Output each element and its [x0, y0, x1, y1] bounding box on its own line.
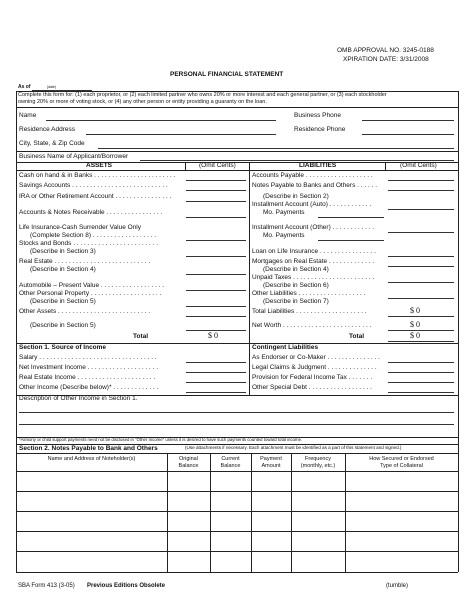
liab-other-liabilities: Other Liabilities . . . . . . . . . . . . . . . . . . .	[252, 290, 366, 297]
net-investment-field[interactable]	[186, 372, 246, 373]
total-liabilities-field[interactable]	[388, 316, 454, 317]
form-id: SBA Form 413 (3-05)	[18, 583, 75, 589]
date-hint: (date)	[47, 85, 57, 89]
s2-column-header	[210, 456, 251, 470]
asset-stocks: Stocks and Bonds . . . . . . . . . . . . . . . . . . . . . . . .	[19, 240, 159, 247]
installment-auto-payment-field[interactable]	[318, 217, 384, 218]
liab-total-value: $ 0	[410, 331, 420, 340]
mortgages-field[interactable]	[388, 266, 454, 267]
s2-column-header-line: (monthly, etc.)	[300, 463, 336, 469]
asset-savings: Savings Accounts . . . . . . . . . . . . . . . . . . . . . . . . . . .	[19, 182, 168, 189]
assets-header: ASSETS	[86, 162, 113, 169]
notes-payable-field[interactable]	[388, 190, 454, 191]
installment-other-field[interactable]	[388, 232, 454, 233]
s2-column-header	[167, 456, 210, 470]
asset-real-estate: Real Estate . . . . . . . . . . . . . . . . . . . . . . . . . . .	[19, 258, 151, 265]
name-field[interactable]	[46, 120, 276, 121]
asset-life-insurance: Life Insurance-Cash Surrender Value Only	[19, 224, 141, 231]
s2-column-header-line: How Secured or Endorsed	[369, 456, 434, 462]
s2-column-header-line: Type of Collateral	[380, 463, 423, 469]
s2-column-header	[291, 456, 345, 470]
asset-real-estate-sub: (Describe in Section 4)	[30, 266, 96, 273]
other-liabilities-field[interactable]	[388, 298, 454, 299]
asset-automobile: Automobile – Present Value . . . . . . . . . . . . . . . . . .	[19, 282, 165, 289]
assets-header-divider	[185, 162, 186, 170]
savings-amount-field[interactable]	[186, 190, 246, 191]
contingent-endorser: As Endorser or Co-Maker . . . . . . . . . . . . . . .	[252, 354, 380, 361]
liab-net-worth: Net Worth . . . . . . . . . . . . . . . . . . . . . . . . .	[252, 322, 372, 329]
notes-receivable-amount-field[interactable]	[186, 217, 246, 218]
name-label: Name	[19, 112, 37, 119]
balance-top-rule	[16, 162, 458, 163]
center-divider	[249, 162, 250, 343]
liab-total-label: Total	[349, 333, 365, 340]
liab-installment-other-sub: Mo. Payments	[263, 232, 305, 239]
s2-column-header-line: Frequency	[305, 456, 331, 462]
liab-mortgages: Mortgages on Real Estate . . . . . . . . . . . . .	[252, 258, 375, 265]
liab-header-divider	[385, 162, 386, 170]
instructions-line-1: Complete this form for: (1) each proprietor, or (2) each limited partner who owns 20% or more interest and each general partner, or (3) each stockholder	[18, 92, 387, 98]
asset-stocks-sub: (Describe in Section 3)	[30, 248, 96, 255]
frame-right	[458, 91, 459, 572]
s2-row-line-3	[16, 531, 458, 532]
life-insurance-amount-field[interactable]	[186, 240, 246, 241]
contingent-other-debt: Other Special Debt . . . . . . . . . . . . . . . . . .	[252, 384, 372, 391]
contingent-legal-claims: Legal Claims & Judgment . . . . . . . . . . . . . .	[252, 364, 377, 371]
omb-approval-number: OMB APPROVAL NO. 3245-0188	[337, 47, 434, 54]
s2-row-line-1	[16, 491, 458, 492]
s2-row-line-4	[16, 551, 458, 552]
other-debt-field[interactable]	[388, 392, 454, 393]
asset-ira: IRA or Other Retirement Account . . . . . . . . . . . . . . . .	[19, 193, 172, 200]
tumble-note: (tumble)	[386, 583, 409, 589]
liab-installment-auto-sub: Mo. Payments	[263, 209, 305, 216]
liab-net-worth-value: $ 0	[410, 320, 420, 329]
balance-header-rule	[16, 170, 458, 171]
identity-rule	[16, 151, 458, 152]
contingent-liabilities-title: Contingent Liabilities	[252, 344, 319, 351]
asset-other-property: Other Personal Property . . . . . . . . . . . . . . . . . . . .	[19, 290, 162, 297]
s2-table-bottom	[16, 572, 458, 573]
cash-amount-field[interactable]	[186, 180, 246, 181]
liab-mortgages-sub: (Describe in Section 4)	[263, 266, 329, 273]
liab-accounts-payable: Accounts Payable . . . . . . . . . . . . . . . . . . .	[252, 172, 373, 179]
s2-column-header-line: Balance	[220, 463, 241, 469]
endorser-field[interactable]	[388, 362, 454, 363]
other-income-field[interactable]	[186, 392, 246, 393]
liabilities-header: LIABILITIES	[299, 162, 337, 169]
s2-column-header	[16, 456, 167, 463]
assets-total-field[interactable]	[186, 330, 246, 331]
s2-column-header-line: Balance	[178, 463, 199, 469]
liab-total-field[interactable]	[388, 341, 454, 342]
accounts-payable-field[interactable]	[388, 180, 454, 181]
automobile-amount-field[interactable]	[186, 290, 246, 291]
other-income-description-label: Description of Other Income in Section 1.	[19, 395, 138, 402]
liab-loan-life: Loan on Life Insurance . . . . . . . . . . . . . . . .	[252, 248, 376, 255]
s2-column-header	[251, 456, 291, 470]
business-phone-field[interactable]	[362, 120, 454, 121]
asset-other-assets: Other Assets . . . . . . . . . . . . . . . . . . . . . . . . . .	[19, 308, 151, 315]
unpaid-taxes-field[interactable]	[388, 282, 454, 283]
liab-notes-payable: Notes Payable to Banks and Others . . . . . .	[252, 182, 378, 189]
expiration-date: XPIRATION DATE: 3/31/2008	[343, 56, 429, 63]
liabilities-omit-cents: (Omit Cents)	[400, 162, 437, 169]
s2-row-line-2	[16, 511, 458, 512]
asset-life-insurance-sub: (Complete Section 8) . . . . . . . . . . . . . . . . . .	[30, 232, 157, 239]
instructions-line-2: owning 20% or more of voting stock, or (4) any other person or entity providing a guaranty on the loan.	[18, 99, 267, 105]
assets-total-label: Total	[133, 333, 149, 340]
section2-attachment-note: (Use attachments if necessary. Each attachment must be identified as a part of this statement and signed.)	[185, 445, 402, 450]
ira-amount-field[interactable]	[186, 201, 246, 202]
installment-other-payment-field[interactable]	[318, 240, 384, 241]
s2-column-header-line: Name and Address of Noteholder(s)	[47, 456, 136, 462]
s2-column-header	[345, 456, 458, 470]
city-state-zip-label: City, State, & Zip Code	[19, 140, 85, 147]
real-estate-amount-field[interactable]	[186, 274, 246, 275]
liab-notes-payable-sub: (Describe in Section 2)	[263, 193, 329, 200]
other-assets-amount-field[interactable]	[186, 316, 246, 317]
liab-unpaid-taxes-sub: (Describe in Section 6)	[263, 282, 329, 289]
federal-tax-field[interactable]	[388, 382, 454, 383]
net-worth-field[interactable]	[388, 330, 454, 331]
liab-total-liabilities-value: $ 0	[410, 306, 420, 315]
liab-unpaid-taxes: Unpaid Taxes . . . . . . . . . . . . . . . . . . . . . . .	[252, 274, 375, 281]
section2-title: Section 2. Notes Payable to Bank and Others	[19, 445, 158, 452]
installment-auto-field[interactable]	[388, 209, 454, 210]
residence-address-field[interactable]	[86, 134, 276, 135]
salary-field[interactable]	[186, 362, 246, 363]
liab-total-liabilities: Total Liabilities . . . . . . . . . . . . . . . . . . . .	[252, 308, 367, 315]
liab-other-liabilities-sub: (Describe in Section 7)	[263, 298, 329, 305]
loan-life-field[interactable]	[388, 256, 454, 257]
assets-total-value: $ 0	[208, 331, 218, 340]
alimony-footnote: *Alimony or child support payments need not be disclosed in "Other Income" unless it is desired to have such payments counted toward total income.	[19, 437, 303, 442]
section2-header-top	[16, 453, 458, 454]
instructions-rule	[16, 107, 458, 108]
previous-editions-note: Previous Editions Obsolete	[87, 583, 166, 589]
residence-phone-field[interactable]	[362, 134, 454, 135]
liab-installment-auto: Installment Account (Auto) . . . . . . . . . . . .	[252, 201, 372, 208]
business-name-label: Business Name of Applicant/Borrower	[19, 153, 129, 160]
s2-column-header-line: Payment	[260, 456, 282, 462]
stocks-amount-field[interactable]	[186, 256, 246, 257]
description-line-1[interactable]	[19, 412, 454, 413]
contingent-federal-tax: Provision for Federal Income Tax . . . . . . .	[252, 374, 373, 381]
s2-column-header-line: Current	[221, 456, 240, 462]
form-title: PERSONAL FINANCIAL STATEMENT	[170, 71, 284, 78]
asset-other-property-sub: (Describe in Section 5)	[30, 298, 96, 305]
income-other: Other Income (Describe below)* . . . . . . . . . . . . .	[19, 384, 159, 391]
residence-phone-label: Residence Phone	[294, 126, 346, 133]
legal-claims-field[interactable]	[388, 372, 454, 373]
liab-installment-other: Installment Account (Other) . . . . . . . . . . . .	[252, 224, 375, 231]
real-estate-income-field[interactable]	[186, 382, 246, 383]
description-line-2[interactable]	[19, 424, 454, 425]
frame-left	[16, 91, 17, 572]
income-real-estate: Real Estate Income . . . . . . . . . . . . . . . . . . . . . .	[19, 374, 156, 381]
residence-address-label: Residence Address	[19, 126, 76, 133]
assets-omit-cents: (Omit Cents)	[199, 162, 236, 169]
other-property-amount-field[interactable]	[186, 306, 246, 307]
s2-header-bottom	[16, 471, 458, 472]
s2-column-header-line: Original	[179, 456, 198, 462]
income-net-investment: Net Investment Income . . . . . . . . . . . . . . . . . . . .	[19, 364, 159, 371]
income-salary: Salary . . . . . . . . . . . . . . . . . . . . . . . . . . . . . . . . .	[19, 354, 157, 361]
asset-cash: Cash on hand & in Banks . . . . . . . . . . . . . . . . . . . . . . .	[19, 172, 176, 179]
business-phone-label: Business Phone	[294, 112, 341, 119]
as-of-label: As of	[18, 84, 31, 90]
business-name-field[interactable]	[140, 160, 454, 161]
asset-notes-receivable: Accounts & Notes Receivable . . . . . . . . . . . . . . . .	[19, 209, 163, 216]
s2-column-header-line: Amount	[261, 463, 281, 469]
section1-title: Section 1. Source of Income	[19, 344, 107, 351]
city-state-zip-field[interactable]	[98, 148, 454, 149]
asset-other-assets-sub: (Describe in Section 5)	[30, 322, 96, 329]
section1-divider	[249, 343, 250, 395]
